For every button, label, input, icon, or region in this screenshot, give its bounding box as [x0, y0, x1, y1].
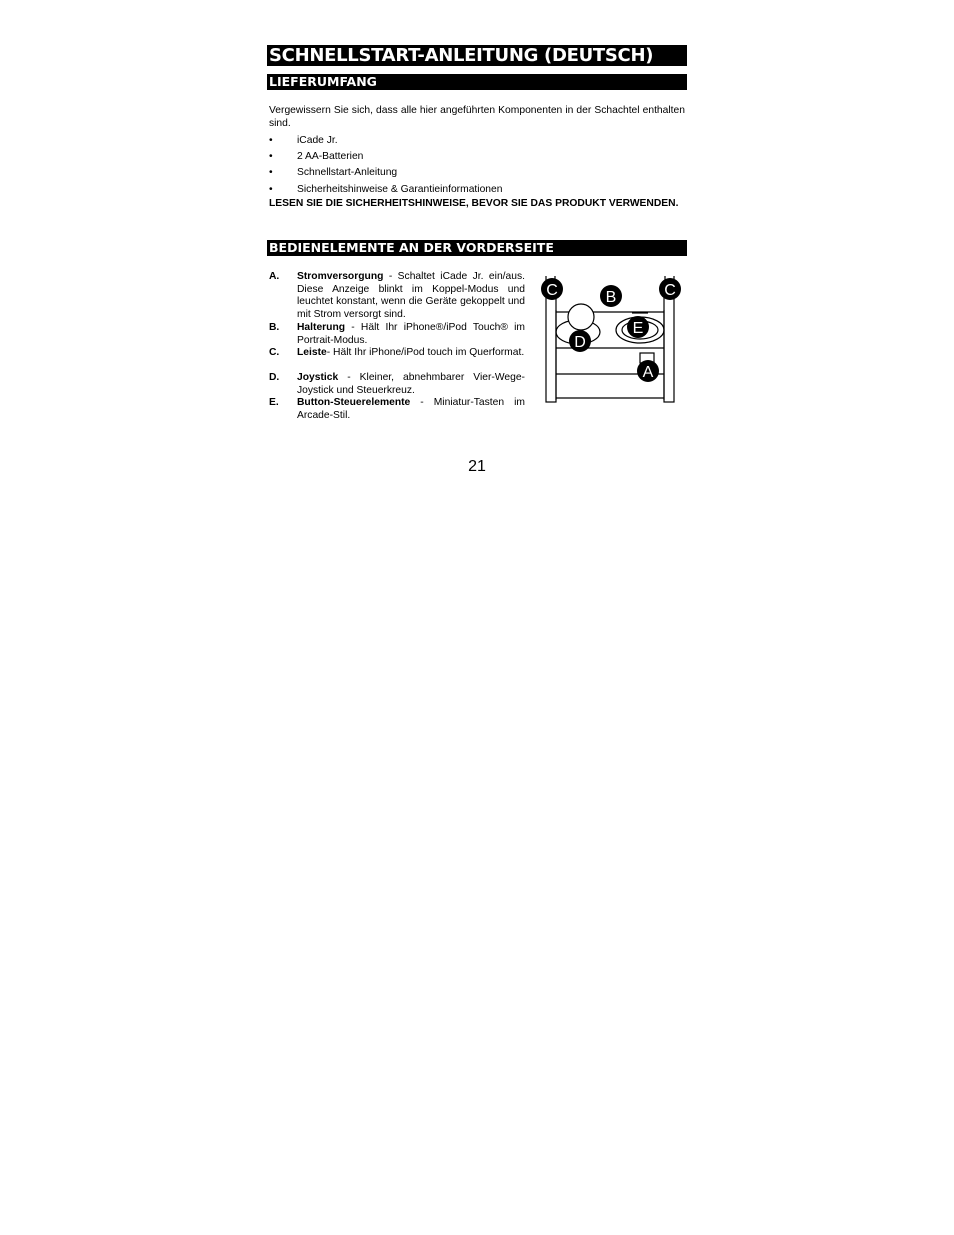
- control-text: - Hält Ihr iPhone®/iPod Touch® im Portrait-Modus.: [297, 322, 525, 346]
- bullet-icon: •: [269, 151, 273, 162]
- bullet-icon: •: [269, 184, 273, 195]
- page-title: SCHNELLSTART-ANLEITUNG (DEUTSCH): [267, 45, 687, 66]
- control-text: - Hält Ihr iPhone/iPod touch im Querformat.: [326, 347, 525, 358]
- page-number: 21: [468, 458, 486, 475]
- list-item-text: iCade Jr.: [297, 135, 338, 146]
- section-heading-scope: LIEFERUMFANG: [267, 74, 687, 90]
- label-e: E: [632, 320, 644, 337]
- right-rail: [664, 282, 674, 402]
- left-rail: [546, 282, 556, 402]
- joystick-knob: [568, 304, 594, 330]
- control-text: - Miniatur-Tasten im Arcade-Stil.: [297, 397, 525, 421]
- control-description: [297, 322, 525, 347]
- control-term: Joystick: [297, 372, 339, 383]
- control-letter: D.: [269, 372, 280, 383]
- label-c-right: C: [664, 282, 676, 299]
- control-text: - Schaltet iCade Jr. ein/aus. Diese Anzeige blinkt im Koppel-Modus und leuchtet konstant, wenn die Geräte gekoppelt und mit Strom versorgt sind.: [297, 271, 525, 320]
- label-a: A: [642, 364, 654, 381]
- list-item-text: 2 AA-Batterien: [297, 151, 364, 162]
- list-item-text: Schnellstart-Anleitung: [297, 167, 398, 178]
- control-term: Button-Steuerelemente: [297, 397, 411, 408]
- label-b: B: [605, 289, 617, 306]
- control-description: [297, 271, 525, 321]
- control-description: [297, 372, 525, 397]
- label-c-left: C: [546, 282, 558, 299]
- control-letter: A.: [269, 271, 280, 282]
- control-description: [297, 347, 525, 360]
- list-item-text: Sicherheitshinweise & Garantieinformationen: [297, 184, 503, 195]
- control-description: [297, 397, 525, 422]
- control-term: Stromversorgung: [297, 271, 384, 282]
- control-text: - Kleiner, abnehmbarer Vier-Wege-Joystick und Steuerkreuz.: [297, 372, 525, 396]
- device-diagram: [540, 270, 690, 410]
- control-letter: B.: [269, 322, 280, 333]
- control-letter: C.: [269, 347, 280, 358]
- control-term: Halterung: [297, 322, 346, 333]
- safety-warning: LESEN SIE DIE SICHERHEITSHINWEISE, BEVOR SIE DAS PRODUKT VERWENDEN.: [269, 198, 679, 209]
- label-d: D: [574, 334, 586, 351]
- scope-intro: Vergewissern Sie sich, dass alle hier angeführten Komponenten in der Schachtel enthalten sind.: [269, 105, 685, 129]
- bullet-icon: •: [269, 167, 273, 178]
- bullet-icon: •: [269, 135, 273, 146]
- section-heading-controls: BEDIENELEMENTE AN DER VORDERSEITE: [267, 240, 687, 256]
- control-letter: E.: [269, 397, 279, 408]
- control-term: Leiste: [297, 347, 327, 358]
